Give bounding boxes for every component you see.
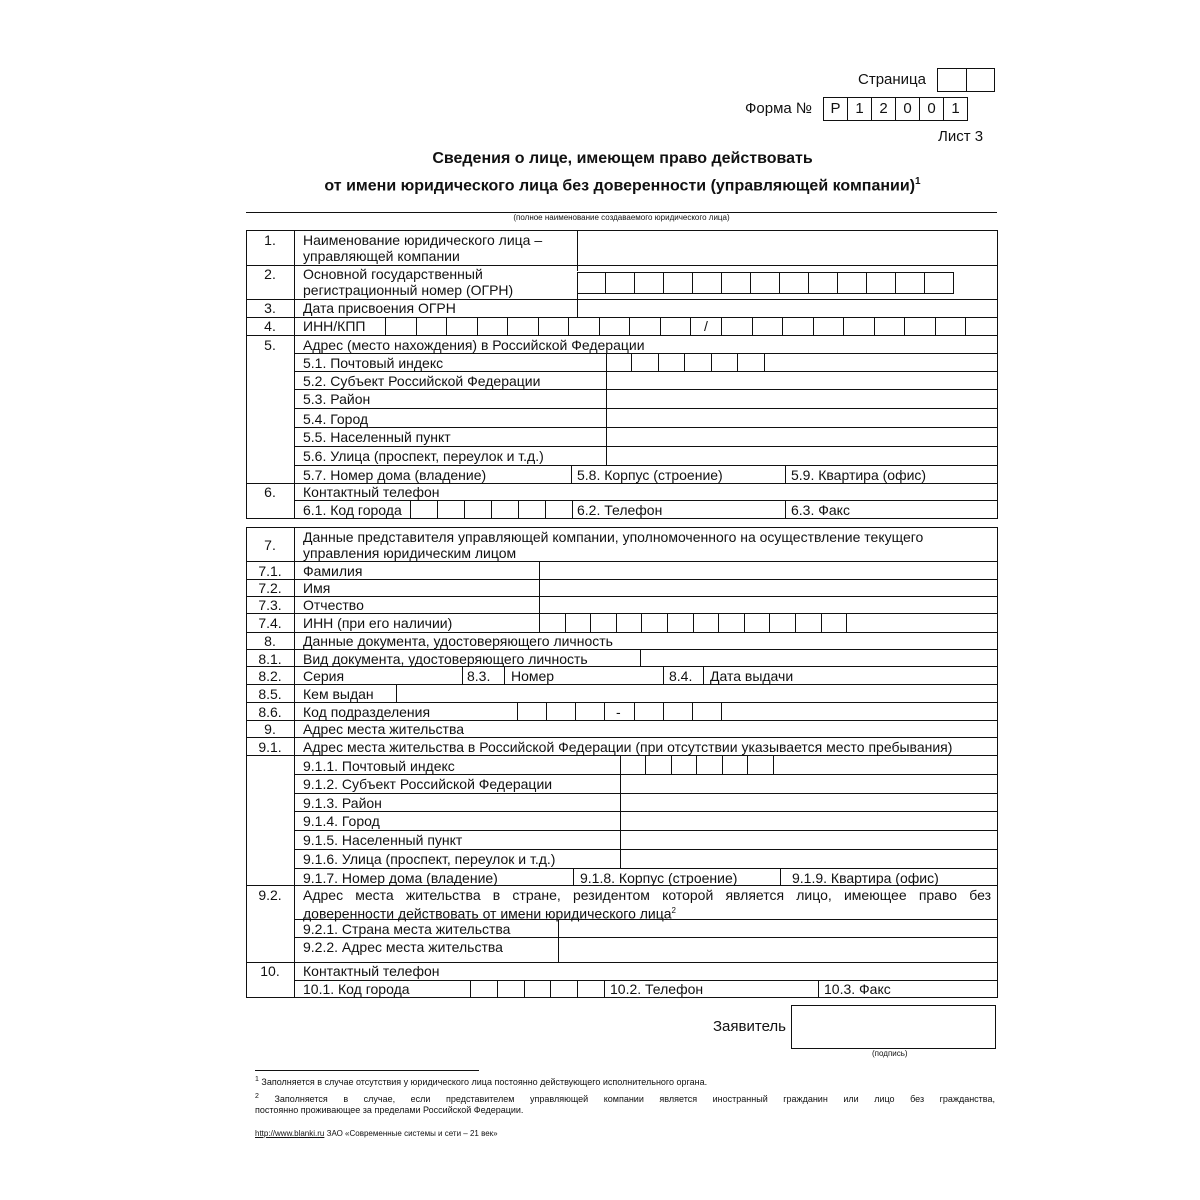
city-field[interactable] bbox=[607, 409, 997, 427]
credit-line bbox=[255, 1127, 498, 1140]
full-name-caption: (полное наименование создаваемого юридического лица) bbox=[513, 213, 730, 222]
patronymic-label: Отчество bbox=[303, 597, 364, 613]
company-name-label: Наименование юридического лица – bbox=[303, 232, 543, 248]
rf-locality-label: 9.1.5. Населенный пункт bbox=[303, 832, 463, 848]
number-section: 8.3. bbox=[467, 668, 491, 684]
ogrn-cells[interactable] bbox=[577, 272, 954, 294]
street-label: 5.6. Улица (проспект, переулок и т.д.) bbox=[303, 448, 544, 464]
rep-fax-label: 10.3. Факс bbox=[824, 981, 891, 997]
form-number-cells bbox=[823, 97, 968, 121]
inn-kpp-separator: / bbox=[704, 318, 708, 334]
telephone-label: 6.2. Телефон bbox=[577, 502, 663, 518]
city-label: 5.4. Город bbox=[303, 411, 369, 427]
row-number: 7.1. bbox=[258, 563, 282, 579]
footnote-2-cont: постоянно проживающее за пределами Российской Федерации. bbox=[255, 1105, 524, 1115]
form-title-line1: Сведения о лице, имеющем право действовать bbox=[432, 150, 813, 167]
first-name-field[interactable] bbox=[540, 580, 997, 596]
issue-date-section: 8.4. bbox=[669, 668, 693, 684]
row-number: 7.4. bbox=[258, 615, 282, 631]
form-number-cell: 0 bbox=[920, 98, 944, 120]
credit-link[interactable]: http://www.blanki.ru bbox=[255, 1129, 325, 1138]
number-label: Номер bbox=[511, 668, 555, 684]
apartment-label: 5.9. Квартира (офис) bbox=[791, 467, 927, 483]
row-number: 9.1. bbox=[258, 739, 282, 755]
rf-house-label: 9.1.7. Номер дома (владение) bbox=[303, 870, 498, 886]
country-field[interactable] bbox=[559, 920, 997, 937]
row-number: 8.1. bbox=[258, 651, 282, 667]
row-number: 7.2. bbox=[258, 580, 282, 596]
rf-building-label: 9.1.8. Корпус (строение) bbox=[580, 870, 738, 886]
foreign-address-field[interactable] bbox=[559, 938, 997, 962]
department-code-separator: - bbox=[616, 704, 621, 720]
residence-label: Адрес места жительства bbox=[303, 721, 465, 737]
form-label: Форма № bbox=[745, 100, 813, 117]
rf-locality-field[interactable] bbox=[621, 831, 997, 849]
signature-caption: (подпись) bbox=[872, 1049, 908, 1058]
address-label: Адрес (место нахождения) в Российской Федерации bbox=[303, 337, 645, 353]
rf-apartment-label: 9.1.9. Квартира (офис) bbox=[792, 870, 939, 886]
ogrn-date-field[interactable] bbox=[578, 300, 997, 317]
contact-phone-label: Контактный телефон bbox=[303, 963, 440, 979]
issued-by-label: Кем выдан bbox=[303, 686, 374, 702]
surname-field[interactable] bbox=[540, 562, 997, 579]
company-name-label-cont: управляющей компании bbox=[303, 248, 460, 264]
rf-postal-code-label: 9.1.1. Почтовый индекс bbox=[303, 758, 455, 774]
rf-district-field[interactable] bbox=[621, 794, 997, 811]
rep-city-code-label: 10.1. Код города bbox=[303, 981, 410, 997]
issued-by-field[interactable] bbox=[397, 685, 997, 702]
form-number-cell: 1 bbox=[944, 98, 968, 120]
sheet-label: Лист 3 bbox=[938, 128, 984, 145]
country-label: 9.2.1. Страна места жительства bbox=[303, 921, 511, 937]
city-code-label: 6.1. Код города bbox=[303, 502, 402, 518]
row-number: 8.2. bbox=[258, 668, 282, 684]
fax-label: 6.3. Факс bbox=[791, 502, 850, 518]
row-number: 7.3. bbox=[258, 597, 282, 613]
row-number: 7. bbox=[264, 537, 276, 553]
rf-street-field[interactable] bbox=[621, 850, 997, 868]
rf-street-label: 9.1.6. Улица (проспект, переулок и т.д.) bbox=[303, 851, 556, 867]
company-name-field[interactable] bbox=[578, 231, 997, 265]
row-number: 8. bbox=[264, 633, 276, 649]
house-label: 5.7. Номер дома (владение) bbox=[303, 467, 487, 483]
representative-label-cont: управления юридическим лицом bbox=[303, 545, 517, 561]
rep-telephone-label: 10.2. Телефон bbox=[610, 981, 704, 997]
form-number-cell: 0 bbox=[896, 98, 920, 120]
issue-date-label: Дата выдачи bbox=[710, 668, 794, 684]
credit-text: ЗАО «Современные системы и сети – 21 век» bbox=[326, 1129, 498, 1138]
rep-city-code-cells[interactable] bbox=[470, 980, 631, 998]
phone-label: Контактный телефон bbox=[303, 484, 440, 500]
row-number: 9.2. bbox=[258, 887, 282, 903]
rf-postal-code-cells[interactable] bbox=[645, 755, 774, 774]
ogrn-date-label: Дата присвоения ОГРН bbox=[303, 300, 456, 316]
row-number: 2. bbox=[264, 266, 276, 282]
representative-label: Данные представителя управляющей компании, уполномоченного на осуществление текущего bbox=[303, 529, 924, 545]
document-type-label: Вид документа, удостоверяющего личность bbox=[303, 651, 588, 667]
department-code-cells-1[interactable] bbox=[517, 702, 605, 720]
street-field[interactable] bbox=[607, 447, 997, 465]
form-title-line2: от имени юридического лица без доверенности (управляющей компании)$^1$ bbox=[324, 176, 921, 195]
ogrn-label-cont: регистрационный номер (ОГРН) bbox=[303, 282, 514, 298]
kpp-cells[interactable] bbox=[721, 317, 996, 335]
row-number: 1. bbox=[264, 232, 276, 248]
foreign-address-label: 9.2.2. Адрес места жительства bbox=[303, 939, 503, 955]
personal-inn-cells[interactable] bbox=[539, 613, 847, 632]
inn-kpp-label: ИНН/КПП bbox=[303, 318, 366, 334]
locality-field[interactable] bbox=[607, 428, 997, 446]
form-number-cell: 2 bbox=[872, 98, 896, 120]
page-label: Страница bbox=[858, 71, 926, 88]
personal-inn-label: ИНН (при его наличии) bbox=[303, 615, 453, 631]
rf-region-label: 9.1.2. Субъект Российской Федерации bbox=[303, 776, 553, 792]
region-label: 5.2. Субъект Российской Федерации bbox=[303, 373, 541, 389]
rf-residence-label: Адрес места жительства в Российской Федерации (при отсутствии указывается место пребывания) bbox=[303, 739, 953, 755]
form-number-cell: 1 bbox=[848, 98, 872, 120]
row-number: 6. bbox=[264, 484, 276, 500]
district-label: 5.3. Район bbox=[303, 391, 371, 407]
postal-code-label: 5.1. Почтовый индекс bbox=[303, 355, 444, 371]
region-field[interactable] bbox=[607, 372, 997, 389]
form-number-cell: Р bbox=[824, 98, 848, 120]
ogrn-label: Основной государственный bbox=[303, 266, 483, 282]
row-number: 8.5. bbox=[258, 686, 282, 702]
locality-label: 5.5. Населенный пункт bbox=[303, 429, 451, 445]
applicant-label: Заявитель bbox=[713, 1018, 786, 1035]
rf-city-label: 9.1.4. Город bbox=[303, 813, 380, 829]
document-type-field[interactable] bbox=[641, 650, 997, 666]
id-document-label: Данные документа, удостоверяющего личность bbox=[303, 633, 613, 649]
district-field[interactable] bbox=[607, 390, 997, 408]
foreign-residence-label-cont: доверенности действовать от имени юридического лица$^2$ bbox=[303, 905, 676, 922]
footnote-divider bbox=[255, 1070, 479, 1071]
row-number: 8.6. bbox=[258, 704, 282, 720]
rf-district-label: 9.1.3. Район bbox=[303, 795, 382, 811]
first-name-label: Имя bbox=[303, 580, 331, 596]
surname-label: Фамилия bbox=[303, 563, 363, 579]
footnote-1: $^1$ Заполняется в случае отсутствия у юридического лица постоянно действующего исполнительного органа. bbox=[255, 1076, 708, 1087]
inn-cells[interactable] bbox=[385, 317, 691, 335]
row-number: 4. bbox=[264, 318, 276, 334]
postal-code-cells[interactable] bbox=[631, 353, 765, 371]
department-code-label: Код подразделения bbox=[303, 704, 431, 720]
row-number: 5. bbox=[264, 337, 276, 353]
foreign-residence-label: Адрес места жительства в стране, резидентом которой является лицо, имеющее право без bbox=[303, 887, 991, 903]
building-label: 5.8. Корпус (строение) bbox=[577, 467, 723, 483]
series-label: Серия bbox=[303, 668, 345, 684]
row-number: 3. bbox=[264, 300, 276, 316]
row-number: 10. bbox=[260, 963, 280, 979]
page-number-field[interactable] bbox=[937, 68, 995, 92]
city-code-cells[interactable] bbox=[410, 500, 572, 519]
department-code-cells-2[interactable] bbox=[634, 702, 722, 720]
patronymic-field[interactable] bbox=[540, 597, 997, 613]
rf-region-field[interactable] bbox=[621, 775, 997, 793]
signature-field[interactable] bbox=[791, 1005, 996, 1049]
footnote-2: $^2$ Заполняется в случае, если представителем управляющей компании является иностранный гражданин или лицо без гражданства, bbox=[255, 1093, 995, 1104]
rf-city-field[interactable] bbox=[621, 812, 997, 830]
row-number: 9. bbox=[264, 721, 276, 737]
